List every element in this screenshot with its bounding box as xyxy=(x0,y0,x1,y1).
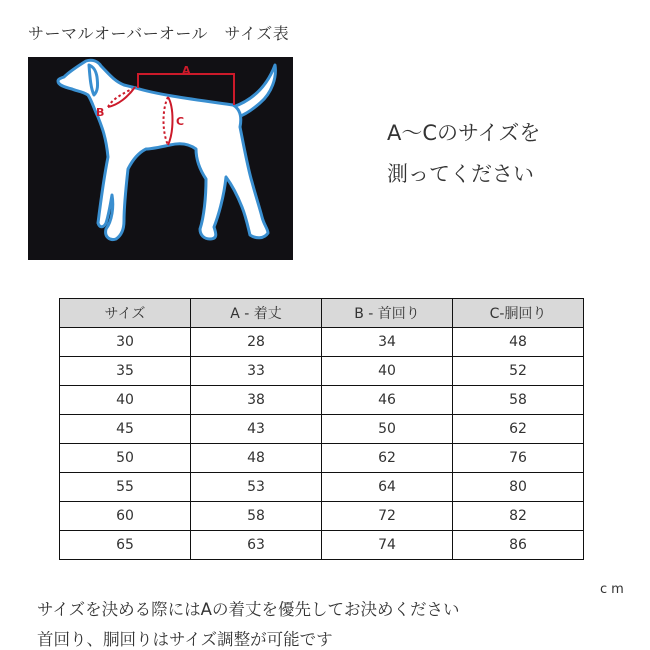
cell-b: 72 xyxy=(322,502,453,531)
header-b-neck: B - 首回り xyxy=(322,299,453,328)
size-table xyxy=(59,298,584,560)
label-b: B xyxy=(96,106,105,119)
cell-size: 50 xyxy=(60,444,191,473)
cell-a: 43 xyxy=(191,415,322,444)
cell-a: 58 xyxy=(191,502,322,531)
cell-a: 38 xyxy=(191,386,322,415)
cell-c: 52 xyxy=(453,357,584,386)
cell-c: 86 xyxy=(453,531,584,560)
cell-size: 35 xyxy=(60,357,191,386)
cell-c: 80 xyxy=(453,473,584,502)
note-adjustable: 首回り、胴回りはサイズ調整が可能です xyxy=(37,630,333,649)
header-a-length: A - 着丈 xyxy=(191,299,322,328)
cell-b: 46 xyxy=(322,386,453,415)
measurement-instruction xyxy=(387,113,540,195)
table-row xyxy=(60,415,584,444)
cell-size: 40 xyxy=(60,386,191,415)
cell-b: 74 xyxy=(322,531,453,560)
unit-label: cm xyxy=(600,582,628,597)
note-priority: サイズを決める際にはAの着丈を優先してお決めください xyxy=(37,600,460,619)
dog-silhouette xyxy=(58,60,275,239)
table-row xyxy=(60,531,584,560)
instruction-line-1: A～Cのサイズを xyxy=(387,121,541,145)
cell-size: 60 xyxy=(60,502,191,531)
cell-c: 62 xyxy=(453,415,584,444)
table-row xyxy=(60,357,584,386)
table-row xyxy=(60,502,584,531)
cell-b: 40 xyxy=(322,357,453,386)
label-c: C xyxy=(176,115,185,128)
cell-c: 82 xyxy=(453,502,584,531)
cell-a: 63 xyxy=(191,531,322,560)
instruction-line-2: 測ってください xyxy=(387,162,534,186)
cell-b: 50 xyxy=(322,415,453,444)
table-header-row xyxy=(60,299,584,328)
cell-size: 65 xyxy=(60,531,191,560)
label-a: A xyxy=(182,64,191,77)
header-size: サイズ xyxy=(60,299,191,328)
cell-size: 30 xyxy=(60,328,191,357)
cell-a: 28 xyxy=(191,328,322,357)
cell-c: 76 xyxy=(453,444,584,473)
cell-a: 53 xyxy=(191,473,322,502)
table-row xyxy=(60,328,584,357)
cell-size: 55 xyxy=(60,473,191,502)
cell-a: 33 xyxy=(191,357,322,386)
cell-b: 64 xyxy=(322,473,453,502)
cell-a: 48 xyxy=(191,444,322,473)
table-row xyxy=(60,473,584,502)
cell-c: 58 xyxy=(453,386,584,415)
dog-illustration-icon xyxy=(28,57,293,260)
header-c-chest: C-胴回り xyxy=(453,299,584,328)
dog-measurement-diagram xyxy=(28,57,293,260)
cell-c: 48 xyxy=(453,328,584,357)
table-row xyxy=(60,444,584,473)
page-title: サーマルオーバーオール サイズ表 xyxy=(28,24,290,43)
table-row xyxy=(60,386,584,415)
cell-b: 34 xyxy=(322,328,453,357)
cell-b: 62 xyxy=(322,444,453,473)
cell-size: 45 xyxy=(60,415,191,444)
